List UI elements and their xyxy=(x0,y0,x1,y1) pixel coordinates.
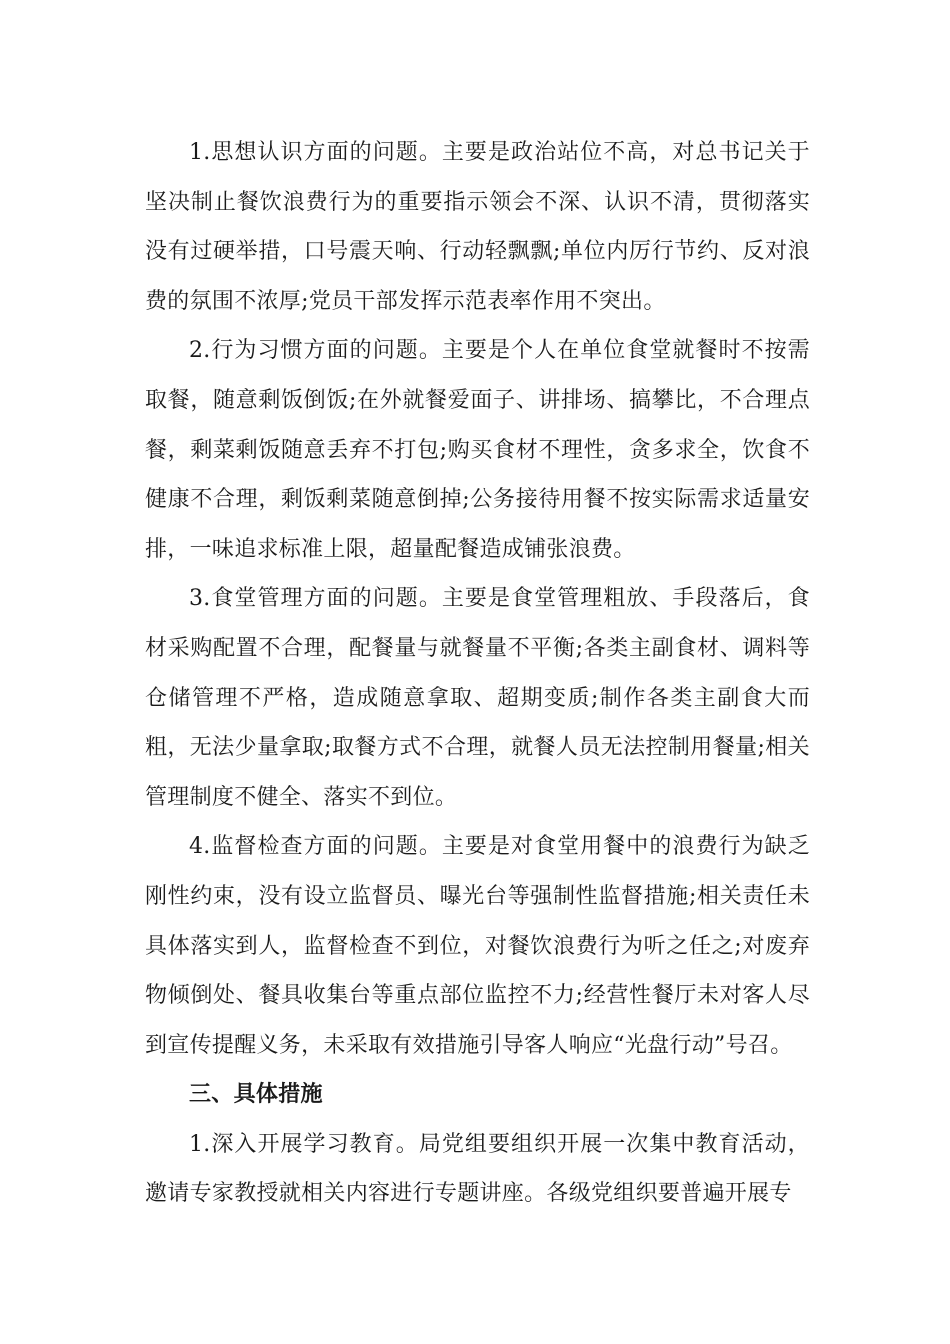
section-heading-specific-measures: 三、具体措施 xyxy=(189,1082,323,1108)
paragraph-ideological-issues: 1.思想认识方面的问题。主要是政治站位不高，对总书记关于坚决制止餐饮浪费行为的重要指示领会不深、认识不清，贯彻落实没有过硬举措，口号震天响、行动轻飘飘;单位内厉行节约、反对浪费的氛围不浓厚;党员干部发挥示范表率作用不突出。 xyxy=(145,140,810,314)
paragraph-behavior-issues: 2.行为习惯方面的问题。主要是个人在单位食堂就餐时不按需取餐，随意剩饭倒饭;在外就餐爱面子、讲排场、搞攀比，不合理点餐，剩菜剩饭随意丢弃不打包;购买食材不理性，贪多求全，饮食不健康不合理，剩饭剩菜随意倒掉;公务接待用餐不按实际需求适量安排，一味追求标准上限，超量配餐造成铺张浪费。 xyxy=(145,338,810,562)
paragraph-study-education: 1.深入开展学习教育。局党组要组织开展一次集中教育活动，邀请专家教授就相关内容进行专题讲座。各级党组织要普遍开展专 xyxy=(145,1131,810,1207)
paragraph-supervision-issues: 4.监督检查方面的问题。主要是对食堂用餐中的浪费行为缺乏刚性约束，没有设立监督员、曝光台等强制性监督措施;相关责任未具体落实到人，监督检查不到位，对餐饮浪费行为听之任之;对废弃物倾倒处、餐具收集台等重点部位监控不力;经营性餐厅未对客人尽到宣传提醒义务，未采取有效措施引导客人响应“光盘行动”号召。 xyxy=(145,834,810,1058)
paragraph-canteen-management-issues: 3.食堂管理方面的问题。主要是食堂管理粗放、手段落后，食材采购配置不合理，配餐量与就餐量不平衡;各类主副食材、调料等仓储管理不严格，造成随意拿取、超期变质;制作各类主副食大而粗，无法少量拿取;取餐方式不合理，就餐人员无法控制用餐量;相关管理制度不健全、落实不到位。 xyxy=(145,586,810,810)
document-body xyxy=(145,128,810,1219)
